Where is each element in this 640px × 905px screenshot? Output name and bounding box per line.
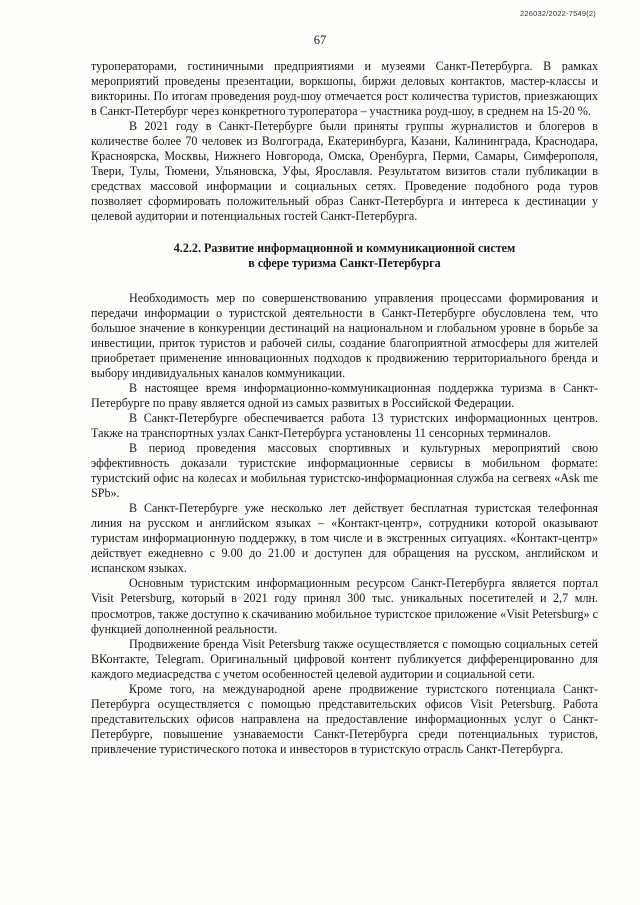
section-heading-line-1: 4.2.2. Развитие информационной и коммуникационной систем	[173, 240, 516, 255]
paragraph-representative-offices: Кроме того, на международной арене продвижение туристского потенциала Санкт-Петербурга осуществляется с помощью представительских офисов Visit Petersburg. Работа представительских офисов направлена на предоставление информационных услуг о Санкт-Петербурге, повышение узнаваемости Санкт-Петербурга среди потенциальных туристов, привлечение туристического потока и инвесторов в туристскую отрасль Санкт-Петербурга.	[91, 681, 598, 756]
paragraph-contact-center: В Санкт-Петербурге уже несколько лет действует бесплатная туристская телефонная линия на русском и английском языках – «Контакт-центр», сотрудники которой оказывают туристам информационную поддержку, в том числе и в экстренных ситуациях. «Контакт-центр» действует ежедневно с 9.00 до 21.00 и доступен для обращения на русском, английском и испанском языках.	[91, 501, 598, 576]
paragraph-social-networks: Продвижение бренда Visit Petersburg также осуществляется с помощью социальных сетей ВКонтакте, Telegram. Оригинальный цифровой контент публикуется дифференцированно для каждого медиасредства с учетом особенностей целевой аудитории и социальной сети.	[91, 636, 598, 681]
document-registration-number: 226032/2022-7549(2)	[520, 9, 596, 18]
section-heading	[91, 241, 598, 271]
page-number: 67	[313, 33, 327, 47]
document-body	[91, 59, 598, 757]
paragraph-journalists-bloggers: В 2021 году в Санкт-Петербурге были приняты группы журналистов и блогеров в количестве более 70 человек из Волгограда, Екатеринбурга, Казани, Калининграда, Краснодара, Красноярска, Москвы, Нижнего Новгорода, Омска, Оренбурга, Перми, Самары, Симферополя, Твери, Тулы, Тюмени, Ульяновска, Уфы, Ярославля. Результатом визитов стали публикации в средствах массовой информации и социальных сетях. Проведение подобного рода туров позволяет сформировать положительный образ Санкт-Петербурга и интереса к дестинации у целевой аудитории и потенциальных гостей Санкт-Петербурга.	[91, 119, 598, 224]
paragraph-necessity: Необходимость мер по совершенствованию управления процессами формирования и передачи информации о туристской деятельности в Санкт-Петербурге обусловлена тем, что большое значение в конкуренции дестинаций на национальном и глобальном уровне в борьбе за инвестиции, приток туристов и рабочей силы, создание благоприятной атмосферы для жителей приобретает применение инновационных подходов к продвижению территориального бренда и выбору индивидуальных каналов коммуникации.	[91, 290, 598, 380]
paragraph-continued: туроператорами, гостиничными предприятиями и музеями Санкт-Петербурга. В рамках мероприятий проведены презентации, воркшопы, биржи деловых контактов, мастер-классы и викторины. По итогам проведения роуд-шоу отмечается рост количества туристов, приезжающих в Санкт-Петербург через конкретного туроператора – участника роуд-шоу, в среднем на 15-20 %.	[91, 59, 598, 119]
paragraph-info-centers: В Санкт-Петербурге обеспечивается работа 13 туристских информационных центров. Также на транспортных узлах Санкт-Петербурга установлены 11 сенсорных терминалов.	[91, 410, 598, 440]
section-heading-line-2: в сфере туризма Санкт-Петербурга	[248, 255, 441, 270]
paragraph-mobile-services: В период проведения массовых спортивных и культурных мероприятий свою эффективность доказали туристские информационные сервисы в мобильном формате: туристский офис на колесах и мобильная туристско-информационная служба на сегвеях «Ask me SPb».	[91, 440, 598, 501]
paragraph-portal: Основным туристским информационным ресурсом Санкт-Петербурга является портал Visit Petersburg, который в 2021 году принял 300 тыс. уникальных посетителей и 2,7 млн. просмотров, также доступно к скачиванию мобильное туристское приложение «Visit Petersburg» с функцией дополненной реальности.	[91, 576, 598, 636]
paragraph-current-support: В настоящее время информационно-коммуникационная поддержка туризма в Санкт-Петербурге по праву является одной из самых развитых в Российской Федерации.	[91, 380, 598, 410]
